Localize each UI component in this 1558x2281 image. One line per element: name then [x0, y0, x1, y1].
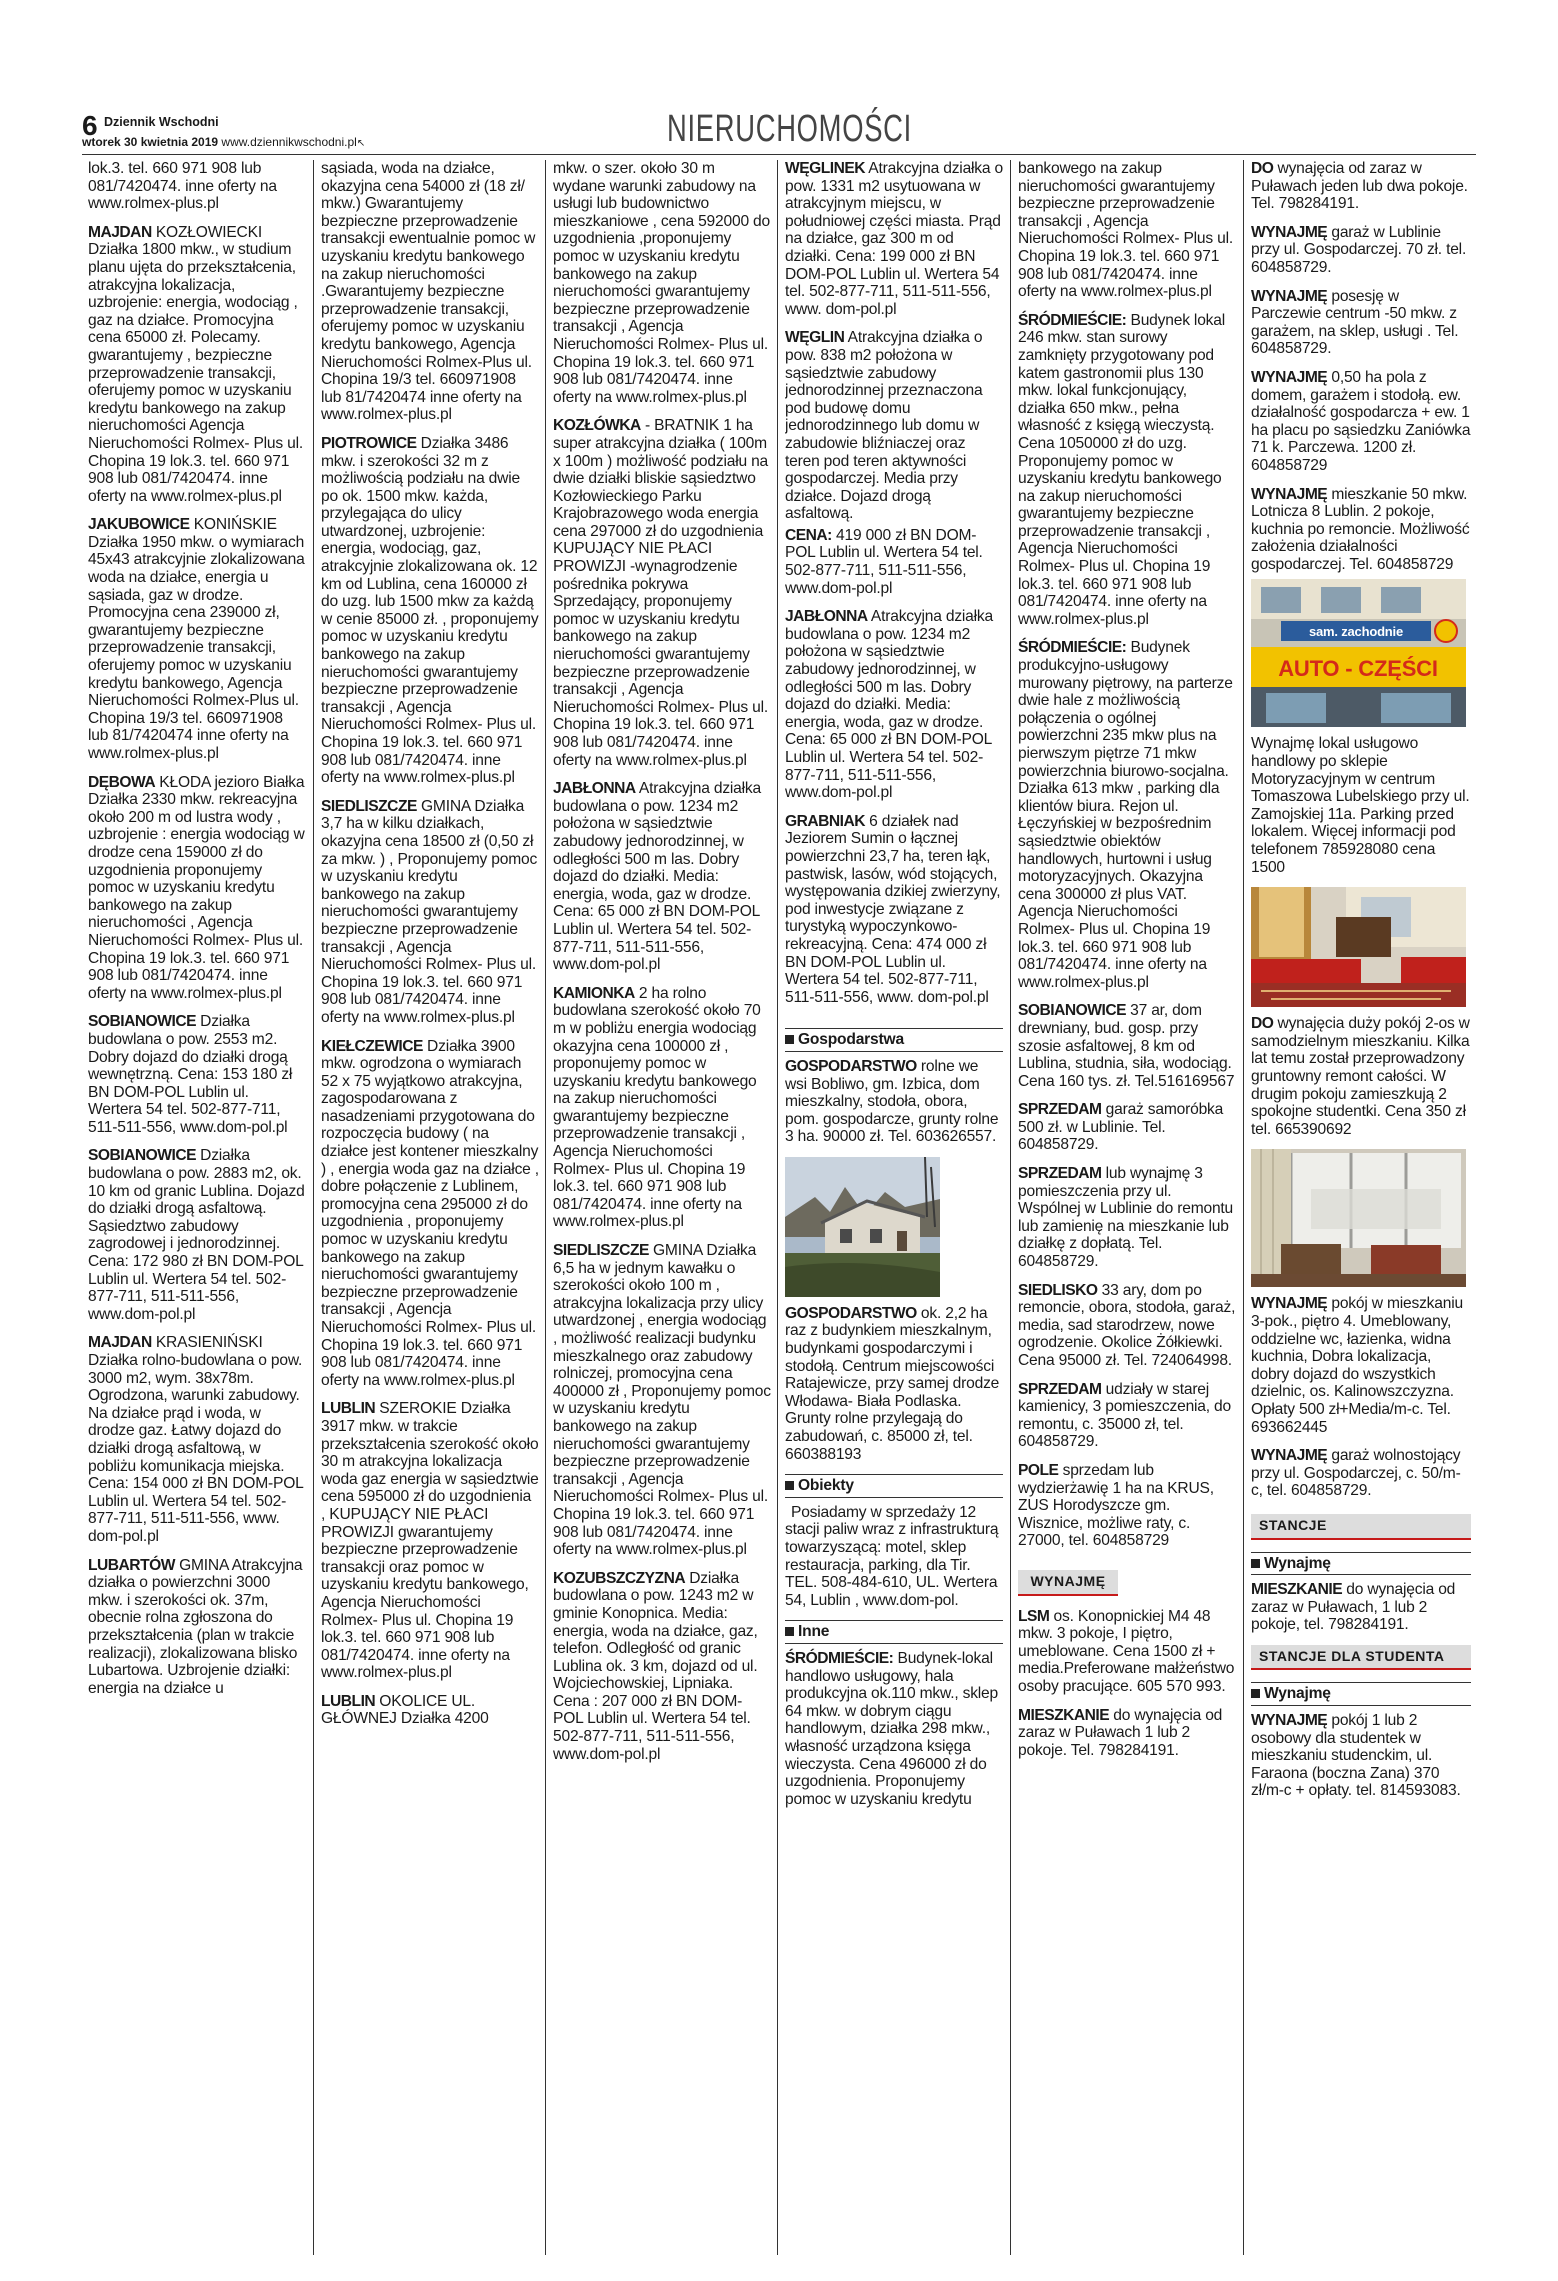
cursor-icon: ↖ [356, 138, 366, 149]
window-room-photo [1251, 1149, 1466, 1287]
ad-heading: WYNAJMĘ [1251, 1712, 1328, 1730]
ad-listing [785, 160, 1003, 318]
issue-date-text: wtorek 30 kwietnia 2019 [82, 135, 219, 149]
ad-listing [785, 1650, 1003, 1808]
ad-listing [88, 774, 306, 1003]
ad-text: Atrakcyjna działka budowlana o pow. 1234 m2 położona w sąsiedztwie zabudowy jednorodzinnej, w odległości 500 m las. Dobry dojazd do działki. Media: energia, woda, gaz w drodze. Cena: 65 000 zł BN DOM-POL Lublin ul. Wertera 54 tel. 502-877-711, 511-511-556, www.dom-pol.pl [553, 780, 761, 974]
ad-heading: PIOTROWICE [321, 434, 417, 452]
ad-text: Atrakcyjna działka budowlana o pow. 1234 m2 położona w sąsiedztwie zabudowy jednorodzinnej, w odległości 500 m las. Dobry dojazd do działki. Media: energia, woda, gaz w drodze. Cena: 65 000 zł BN DOM-POL Lublin ul. Wertera 54 tel. 502-877-711, 511-511-556, www.dom-pol.pl [785, 608, 993, 802]
ad-heading: SIEDLISZCZE [321, 797, 417, 815]
ad-listing [1018, 1282, 1236, 1370]
ad-text: Działka 3486 mkw. i szerokości 32 m z możliwością podziału na dwie po ok. 1500 mkw. każda, przylegająca do ulicy utwardzonej, uzbrojenie: energia, wodociąg, gaz, atrakcyjnie zlokalizowana ok. 12 km od Lublina, cena 160000 zł do uzg. lub 1500 mkw za każdą w cenie 85000 zł. , proponujemy pomoc w uzyskaniu kredytu bankowego na zakup nieruchomości gwarantujemy bezpieczne przeprowadzenie transakcji , Agencja Nieruchomości Rolmex- Plus ul. Chopina 19 lok.3. tel. 660 971 908 lub 081/7420474. inne oferty na www.rolmex-plus.pl [321, 434, 539, 787]
ad-text: Atrakcyjna działka o pow. 838 m2 położona w sąsiedztwie zabudowy jednorodzinnej przeznaczona pod budowę domu jednorodzinnego lub domu w zabudowie bliźniaczej oraz teren pod teren aktywności gospodarczej. Media przy działce. Dojazd drogą asfaltową. [785, 329, 983, 523]
ad-listing [553, 1242, 771, 1559]
paper-url[interactable]: www.dziennikwschodni.pl [221, 135, 357, 149]
ad-listing [1251, 1581, 1471, 1634]
ad-heading: LUBARTÓW [88, 1556, 175, 1574]
ad-listing [1251, 1447, 1471, 1500]
ad-text: udziały w starej kamienicy, 3 pomieszczenia, do remontu, c. 35000 zł, tel. 604858729. [1018, 1380, 1231, 1451]
ad-text: Budynek lokal 246 mkw. stan surowy zamknięty przygotowany pod katem gastronomii plus 130 mkw. lokal funkcjonujący, działka 650 mkw., pełna własność z księgą wieczystą. Cena 1050000 zł do uzg. Proponujemy pomoc w uzyskaniu kredytu bankowego na zakup nieruchomości gwarantujemy bezpieczne przeprowadzenie transakcji , Agencja Nieruchomości Rolmex- Plus ul. Chopina 19 lok.3. tel. 660 971 908 lub 081/7420474. inne oferty na www.rolmex-plus.pl [1018, 311, 1225, 628]
ad-text: Posiadamy w sprzedaży 12 stacji paliw wraz z infrastrukturą towarzyszącą: motel, sklep restauracja, parking, dla Tir. TEL. 508-484-610, UL. Wertera 54, Lublin , www.dom-pol. [785, 1503, 999, 1609]
shop-sign-main: AUTO - CZĘŚCI [1278, 656, 1438, 682]
ad-listing [88, 224, 306, 506]
column-2 [321, 160, 539, 2260]
ad-heading: WYNAJMĘ [1251, 1295, 1328, 1313]
category-header-wynajme [1251, 1552, 1471, 1576]
column-divider [545, 160, 546, 2255]
ad-heading: SIEDLISZCZE [553, 1242, 649, 1260]
ad-listing [1018, 1462, 1236, 1550]
ad-listing [1251, 160, 1471, 213]
ad-text: bankowego na zakup nieruchomości gwarantujemy bezpieczne przeprowadzenie transakcji , Agencja Nieruchomości Rolmex- Plus ul. Chopina 19 lok.3. tel. 660 971 908 lub 081/7420474. inne oferty na www.rolmex-plus.pl [1018, 160, 1233, 301]
ad-text: SZEROKIE Działka 3917 mkw. w trakcie przekształcenia szerokość około 30 m atrakcyjna lokalizacja woda gaz energia w sąsiedztwie cena 595000 zł do uzgodnienia , KUPUJĄCY NIE PŁACI PROWIZJI gwarantujemy bezpieczne przeprowadzenie transakcji oraz pomoc w uzyskaniu kredytu bankowego, Agencja Nieruchomości Rolmex- Plus ul. Chopina 19 lok.3. tel. 660 971 908 lub 081/7420474. inne oferty na www.rolmex-plus.pl [321, 1400, 539, 1682]
ad-text: rolne we wsi Bobliwo, gm. Izbica, dom mieszkalny, stodoła, obora, pom. gospodarcze, grunty rolne 3 ha. 90000 zł. Tel. 603626557. [785, 1057, 999, 1146]
ad-listing [88, 516, 306, 762]
ad-text: lok.3. tel. 660 971 908 lub 081/7420474. inne oferty na www.rolmex-plus.pl [88, 160, 277, 213]
ad-text: pokój w mieszkaniu 3-pok., piętro 4. Umeblowany, oddzielne wc, łazienka, widna kuchnia, Dobra lokalizacja, dobry dojazd do wszystkich dzielnic, os. Kalinowszczyzna. Opłaty 500 zł+Media/m-c. Tel. 693662445 [1251, 1295, 1463, 1436]
ad-text: ok. 2,2 ha raz z budynkiem mieszkalnym, budynkami gospodarczymi i stodołą. Centrum miejscowości Ratajewicze, przy samej drodze Włodawa- Biała Podlaska. Grunty rolne przylegają do zabudowań, c. 85000 zł, tel. 660388193 [785, 1304, 1000, 1463]
ad-text: KRASIENIŃSKI Działka rolno-budowlana o pow. 3000 m2, wym. 38x78m. Ogrodzona, warunki zabudowy. Na działce prąd i woda, w drodze gaz. Łatwy dojazd do działki drogą asfaltową, w pobliżu komunikacja miejska. Cena: 154 000 zł BN DOM-POL Lublin ul. Wertera 54 tel. 502-877-711, 511-511-556, www. dom-pol.pl [88, 1334, 304, 1545]
page-number: 6 [82, 110, 98, 141]
ad-listing [553, 1570, 771, 1764]
farmhouse-photo [785, 1157, 940, 1297]
ad-heading: DĘBOWA [88, 773, 156, 791]
category-header-gospodarstwa [785, 1028, 1003, 1052]
ad-heading: MAJDAN [88, 1334, 152, 1352]
section-band-wynajme: WYNAJMĘ [1018, 1570, 1118, 1596]
category-label: Inne [798, 1623, 830, 1641]
column-1 [88, 160, 306, 2260]
ad-heading: SOBIANOWICE [88, 1147, 196, 1165]
ad-text: mkw. o szer. około 30 m wydane warunki zabudowy na usługi lub budownictwo mieszkaniowe , cena 592000 do uzgodnienia ,proponujemy pomoc w uzyskaniu kredytu bankowego na zakup nieruchomości gwarantujemy bezpieczne przeprowadzenie transakcji , Agencja Nieruchomości Rolmex- Plus ul. Chopina 19 lok.3. tel. 660 971 908 lub 081/7420474. inne oferty na www.rolmex-plus.pl [553, 160, 770, 406]
ad-listing [785, 1058, 1003, 1146]
ad-heading: LSM [1018, 1607, 1050, 1625]
ad-heading: GOSPODARSTWO [785, 1057, 917, 1075]
square-bullet-icon [1251, 1559, 1260, 1568]
ad-text: 419 000 zł BN DOM-POL Lublin ul. Wertera 54 tel. 502-877-711, 511-511-556, www.dom-pol.pl [785, 526, 983, 597]
column-divider [313, 160, 314, 2255]
ad-heading: LUBLIN [321, 1692, 376, 1710]
ad-listing [88, 1147, 306, 1323]
column-divider [1010, 160, 1011, 2255]
shop-sign-top: sam. zachodnie [1308, 624, 1404, 640]
ad-heading: SPRZEDAM [1018, 1101, 1102, 1119]
ad-text: - BRATNIK 1 ha super atrakcyjna działka ( 100m x 100m ) możliwość podziału na dwie działki bliskie sąsiedztwo Kozłowieckiego Parku Krajobrazowego woda energia cena 297000 zł do uzgodnienia KUPUJĄCY NIE PŁACI PROWIZJI -wynagrodzenie pośrednika pokrywa Sprzedający, proponujemy pomoc w uzyskaniu kredytu bankowego na zakup nieruchomości gwarantujemy bezpieczne przeprowadzenie transakcji , Agencja Nieruchomości Rolmex- Plus ul. Chopina 19 lok.3. tel. 660 971 908 lub 081/7420474. inne oferty na www.rolmex-plus.pl [553, 417, 769, 769]
ad-text: lub wynajmę 3 pomieszczenia przy ul. Wspólnej w Lublinie do remontu lub zamienię na mieszkanie lub działkę z dopłatą. Tel. 604858729. [1018, 1165, 1234, 1271]
ad-listing [1018, 1381, 1236, 1451]
ad-listing [1251, 1015, 1471, 1138]
ad-heading: KIEŁCZEWICE [321, 1037, 423, 1055]
ad-heading: GOSPODARSTWO [785, 1304, 917, 1322]
ad-heading: KOZŁÓWKA [553, 417, 641, 435]
ad-heading: WYNAJMĘ [1251, 223, 1328, 241]
ad-listing [1018, 1165, 1236, 1271]
ad-heading: WYNAJMĘ [1251, 1447, 1328, 1465]
ad-listing [321, 798, 539, 1027]
square-bullet-icon [785, 1481, 794, 1490]
column-6 [1251, 160, 1471, 2260]
category-label: Gospodarstwa [798, 1031, 904, 1049]
ad-text: garaż w Lublinie przy ul. Gospodarczej. 70 zł. tel. 604858729. [1251, 223, 1467, 276]
ad-text: wynajęcia duży pokój 2-os w samodzielnym mieszkaniu. Kilka lat temu został przeprowadzony gruntowny remont całości. W drugim pokoju zamieszkują 2 spokojne studentki. Cena 350 zł tel. 665390692 [1251, 1015, 1470, 1138]
ad-listing [1018, 1101, 1236, 1154]
paper-name: Dziennik Wschodni [104, 115, 219, 129]
column-4 [785, 160, 1003, 2260]
square-bullet-icon [785, 1627, 794, 1636]
ad-heading: LUBLIN [321, 1400, 376, 1418]
ad-heading: MIESZKANIE [1251, 1581, 1343, 1599]
ad-text: OKOLICE UL. GŁÓWNEJ Działka 4200 [321, 1692, 489, 1728]
room-photo [1251, 887, 1466, 1007]
ad-text: pokój 1 lub 2 osobowy dla studentek w mieszkaniu studenckim, ul. Faraona (boczna Zana) 370 zł/m-c + opłaty. tel. 814593083. [1251, 1712, 1461, 1800]
ad-text: do wynajęcia od zaraz w Puławach 1 lub 2 pokoje. Tel. 798284191. [1018, 1706, 1223, 1759]
ad-listing [785, 813, 1003, 1007]
ad-text: GMINA Atrakcyjna działka o powierzchni 3000 mkw. i szerokości ok. 37m, obecnie rolna zgłoszona do przekształcenia (plan w trakcie realizacji), zlokalizowana blisko Lubartowa. Uzbrojenie działki: energia na działce u [88, 1556, 303, 1697]
section-band-stancje: STANCJE [1251, 1514, 1471, 1540]
ad-heading: SPRZEDAM [1018, 1380, 1102, 1398]
ad-text: mieszkanie 50 mkw. Lotnicza 8 Lublin. 2 pokoje, kuchnia po remoncie. Możliwość założenia działalności gospodarczej. Tel. 604858729 [1251, 485, 1470, 573]
column-5 [1018, 160, 1236, 2260]
ad-listing [1251, 486, 1471, 574]
column-divider [777, 160, 778, 2255]
ad-text: 0,50 ha pola z domem, garażem i stodołą. ew. działalność gospodarcza + ew. 1 ha placu po sąsiedzku Zaniówka 71 k. Parczewa. 1200 zł. 604858729 [1251, 368, 1471, 474]
ad-heading: MIESZKANIE [1018, 1706, 1110, 1724]
ad-listing [785, 527, 1003, 597]
ad-heading: POLE [1018, 1461, 1059, 1479]
ad-listing [1251, 1712, 1471, 1800]
ad-heading: SIEDLISKO [1018, 1281, 1098, 1299]
ad-text: do wynajęcia od zaraz w Puławach, 1 lub 2 pokoje, tel. 798284191. [1251, 1581, 1456, 1634]
ad-listing [1251, 224, 1471, 277]
ad-listing [1018, 639, 1236, 991]
ad-heading: WYNAJMĘ [1251, 485, 1328, 503]
category-label: Wynajmę [1264, 1554, 1331, 1572]
category-label: Obiekty [798, 1477, 854, 1495]
ad-text: garaż samoróbka 500 zł. w Lublinie. Tel. 604858729. [1018, 1101, 1224, 1154]
ad-listing [1018, 1608, 1236, 1696]
ad-heading: WYNAJMĘ [1251, 287, 1328, 305]
ad-text: 37 ar, dom drewniany, bud. gosp. przy szosie asfaltowej, 8 km od Lublina, studnia, siła, wodociąg. Cena 160 tys. zł. Tel.516169567 [1018, 1002, 1235, 1090]
ad-listing [321, 1038, 539, 1390]
ad-text: Budynek-lokal handlowo usługowy, hala produkcyjna ok.110 mkw., sklep 64 mkw. w dobrym ciągu handlowym, działka 298 mkw., własność urządzona księga wieczysta. Cena 496000 zł do uzgodnienia. Proponujemy pomoc w uzyskaniu kredytu [785, 1649, 998, 1808]
ad-heading: WYNAJMĘ [1251, 368, 1328, 386]
ad-listing [1018, 1707, 1236, 1760]
ad-listing [1018, 1002, 1236, 1090]
ad-text: posesję w Parczewie centrum -50 mkw. z garażem, na sklep, usługi . Tel. 604858729. [1251, 287, 1459, 358]
ad-listing [1018, 312, 1236, 629]
ad-text: Działka 3900 mkw. ogrodzona o wymiarach 52 x 75 wyjątkowo atrakcyjna, zagospodarowana z nasadzeniami przygotowana do rozpoczęcia budowy ( na działce jest kontener mieszkalny ) , energia woda gaz na działce , dobre połączenie z Lublinem, promocyjna cena 295000 zł do uzgodnienia , proponujemy pomoc w uzyskaniu kredytu bankowego na zakup nieruchomości gwarantujemy bezpieczne przeprowadzenie transakcji , Agencja Nieruchomości Rolmex- Plus ul. Chopina 19 lok.3. tel. 660 971 908 lub 081/7420474. inne oferty na www.rolmex-plus.pl [321, 1037, 539, 1389]
ad-heading: KOZUBSZCZYZNA [553, 1569, 686, 1587]
ad-listing [785, 1305, 1003, 1463]
ad-listing [88, 1013, 306, 1136]
ad-listing [321, 1693, 539, 1728]
ad-text: GMINA Działka 3,7 ha w kilku działkach, okazyjna cena 18500 zł (0,50 zł za mkw. ) , Proponujemy pomoc w uzyskaniu kredytu bankowego na zakup nieruchomości gwarantujemy bezpieczne przeprowadzenie transakcji , Agencja Nieruchomości Rolmex- Plus ul. Chopina 19 lok.3. tel. 660 971 908 lub 081/7420474. inne oferty na www.rolmex-plus.pl [321, 797, 538, 1026]
ad-text: KONIŃSKIE Działka 1950 mkw. o wymiarach 45x43 atrakcyjnie zlokalizowana woda na działce, energia u sąsiada, gaz w drodze. Promocyjna cena 239000 zł, gwarantujemy bezpieczne przeprowadzenie transakcji, oferujemy pomoc w uzyskaniu kredytu bankowego, Agencja Nieruchomości Rolmex-Plus ul. Chopina 19/3 tel. 660971908 lub 81/7420474 inne oferty na www.rolmex-plus.pl [88, 516, 305, 762]
square-bullet-icon [785, 1035, 794, 1044]
ad-text: KŁODA jezioro Białka Działka 2330 mkw. rekreacyjna około 200 m od lustra wody , uzbrojenie : energia wodociąg w drodze cena 159000 zł do uzgodnienia proponujemy pomoc w uzyskaniu kredytu bankowego na zakup nieruchomości , Agencja Nieruchomości Rolmex- Plus ul. Chopina 19 lok.3. tel. 660 971 908 lub 081/7420474. inne oferty na www.rolmex-plus.pl [88, 773, 305, 1002]
ad-heading: ŚRÓDMIEŚCIE: [1018, 639, 1127, 657]
ad-listing [88, 1557, 306, 1698]
ad-text: Działka budowlana o pow. 2553 m2. Dobry dojazd do działki drogą wewnętrzną. Cena: 153 180 zł BN DOM-POL Lublin ul. Wertera 54 tel. 502-877-711, 511-511-556, www.dom-pol.pl [88, 1013, 293, 1136]
ad-heading: JAKUBOWICE [88, 516, 190, 534]
ad-text: Działka budowlana o pow. 1243 m2 w gminie Konopnica. Media: energia, woda na działce, gaz, telefon. Odległość od granic Lublina ok. 3 km, dojazd od ul. Wojciechowskiej, Lipniaka. Cena : 207 000 zł BN DOM-POL Lublin ul. Wertera 54 tel. 502-877-711, 511-511-556, www.dom-pol.pl [553, 1569, 758, 1763]
ad-heading: SOBIANOWICE [1018, 1002, 1126, 1020]
ad-listing [785, 608, 1003, 802]
ad-text: sąsiada, woda na działce, okazyjna cena 54000 zł (18 zł/ mkw.) Gwarantujemy bezpieczne przeprowadzenie transakcji ewentualnie pomoc w uzyskaniu kredytu bankowego na zakup nieruchomości .Gwarantujemy bezpieczne przeprowadzenie transakcji, oferujemy pomoc w uzyskaniu kredytu bankowego, Agencja Nieruchomości Rolmex-Plus ul. Chopina 19/3 tel. 660971908 lub 81/7420474 inne oferty na www.rolmex-plus.pl [321, 160, 536, 424]
ad-heading: JABŁONNA [785, 608, 868, 626]
ad-text: GMINA Działka 6,5 ha w jednym kawałku o szerokości około 100 m , atrakcyjna lokalizacja przy ulicy utwardzonej , energia wodociąg , możliwość realizacji budynku mieszkalnego oraz zabudowy rolniczej, promocyjna cena 400000 zł , Proponujemy pomoc w uzyskaniu kredytu bankowego na zakup nieruchomości gwarantujemy bezpieczne przeprowadzenie transakcji , Agencja Nieruchomości Rolmex- Plus ul. Chopina 19 lok.3. tel. 660 971 908 lub 081/7420474. inne oferty na www.rolmex-plus.pl [553, 1242, 771, 1559]
ad-heading: WĘGLIN [785, 329, 845, 347]
header-rule [82, 154, 1476, 155]
ad-heading: ŚRÓDMIEŚCIE: [785, 1649, 894, 1667]
ad-heading: ŚRÓDMIEŚCIE: [1018, 311, 1127, 329]
ad-text: 2 ha rolno budowlana szerokość około 70 m w pobliżu energia wodociąg okazyjna cena 100000 zł , proponujemy pomoc w uzyskaniu kredytu bankowego na zakup nieruchomości gwarantujemy bezpieczne przeprowadzenie transakcji , Agencja Nieruchomości Rolmex- Plus ul. Chopina 19 lok.3. tel. 660 971 908 lub 081/7420474. inne oferty na www.rolmex-plus.pl [553, 984, 761, 1231]
category-header-obiekty [785, 1474, 1003, 1498]
ad-text: 6 działek nad Jeziorem Sumin o łącznej powierzchni 23,7 ha, teren łąk, pastwisk, lasów, wód stojących, występowania dzikiej zwierzyny, pod inwestycje związane z turystyką wypoczynkowo-rekreacyjną. Cena: 474 000 zł BN DOM-POL Lublin ul. Wertera 54 tel. 502-877-711, 511-511-556, www. dom-pol.pl [785, 812, 1001, 1006]
ad-listing [88, 1334, 306, 1545]
ad-text: KOZŁOWIECKI Działka 1800 mkw., w studium planu ujęta do przekształcenia, atrakcyjna lokalizacja, uzbrojenie: energia, wodociąg , gaz na działce. Promocyjna cena 65000 zł. Polecamy. gwarantujemy , bezpieczne przeprowadzenie transakcji, oferujemy pomoc w uzyskaniu kredytu bankowego na zakup nieruchomości Agencja Nieruchomości Rolmex- Plus ul. Chopina 19 lok.3. tel. 660 971 908 lub 081/7420474. inne oferty na www.rolmex-plus.pl [88, 223, 303, 505]
ad-heading: SPRZEDAM [1018, 1165, 1102, 1183]
ad-text: wynajęcia od zaraz w Puławach jeden lub dwa pokoje. Tel. 798284191. [1251, 160, 1468, 213]
ad-listing [321, 1400, 539, 1682]
issue-date [82, 136, 365, 150]
ad-heading: CENA: [785, 526, 832, 544]
ad-text: 33 ary, dom po remoncie, obora, stodoła, garaż, media, sad starodrzew, nowe ogrodzenie. Okolice Żółkiewki. Cena 95000 zł. Tel. 724064998. [1018, 1281, 1236, 1369]
category-label: Wynajmę [1264, 1685, 1331, 1703]
section-title: NIERUCHOMOŚCI [667, 108, 912, 150]
ad-text: Działka budowlana o pow. 2883 m2, ok. 10 km od granic Lublina. Dojazd do działki drogą asfaltową. Sąsiedztwo zabudowy zagrodowej i jednorodzinnej. Cena: 172 980 zł BN DOM-POL Lublin ul. Wertera 54 tel. 502-877-711, 511-511-556, www.dom-pol.pl [88, 1147, 305, 1323]
ad-text: garaż wolnostojący przy ul. Gospodarczej, c. 50/m-c, tel. 604858729. [1251, 1447, 1461, 1500]
page-header [82, 108, 1476, 152]
ad-text: Budynek produkcyjno-usługowy murowany piętrowy, na parterze dwie hale z możliwością połączenia o ogólnej powierzchni 235 mkw plus na pierwszym piętrze 71 mkw powierzchnia biurowo-socjalna. Działka 613 mkw , parking dla klientów biura. Rejon ul. Łęczyńskiej w bezpośrednim sąsiedztwie obiektów handlowych, hurtowni i usług motoryzacyjnych. Okazyjna cena 300000 zł plus VAT. Agencja Nieruchomości Rolmex- Plus ul. Chopina 19 lok.3. tel. 660 971 908 lub 081/7420474. inne oferty na www.rolmex-plus.pl [1018, 639, 1233, 991]
ad-heading: DO [1251, 160, 1274, 177]
column-3 [553, 160, 771, 2260]
ad-listing [321, 435, 539, 787]
ad-heading: DO [1251, 1015, 1274, 1033]
ad-text: Wynajmę lokal usługowo handlowy po sklepie Motoryzacyjnym w centrum Tomaszowa Lubelskiego przy ul. Zamojskiej 11a. Parking przed lokalem. Więcej informacji pod telefonem 785928080 cena 1500 [1251, 735, 1470, 876]
ad-listing [1251, 288, 1471, 358]
ad-heading: KAMIONKA [553, 984, 635, 1002]
ad-heading: MAJDAN [88, 223, 152, 241]
ad-listing [553, 780, 771, 974]
category-header-inne [785, 1620, 1003, 1644]
ad-listing [553, 417, 771, 769]
ad-listing [1251, 1295, 1471, 1436]
section-band-stancje-dla-studenta: STANCJE DLA STUDENTA [1251, 1645, 1471, 1671]
ad-heading: JABŁONNA [553, 780, 636, 798]
ad-text: sprzedam lub wydzierżawię 1 ha na KRUS, ZUS Horodyszcze gm. Wisznice, możliwe raty, c. 27000, tel. 604858729 [1018, 1461, 1214, 1550]
ad-text: Atrakcyjna działka o pow. 1331 m2 usytuowana w atrakcyjnym miejscu, w południowej części miasta. Prąd na działce, gaz 300 m od działki. Cena: 199 000 zł BN DOM-POL Lublin ul. Wertera 54 tel. 502-877-711, 511-511-556, www. dom-pol.pl [785, 160, 1003, 318]
ad-text: os. Konopnickiej M4 48 mkw. 3 pokoje, I piętro, umeblowane. Cena 1500 zł + media.Preferowane małżeństwo osoby pracujące. 605 570 993. [1018, 1607, 1235, 1695]
square-bullet-icon [1251, 1689, 1260, 1698]
ad-listing [553, 985, 771, 1231]
ad-heading: WĘGLINEK [785, 160, 866, 177]
ad-listing [785, 329, 1003, 523]
ad-heading: GRABNIAK [785, 812, 866, 830]
ad-heading: SOBIANOWICE [88, 1013, 196, 1031]
shop-front-photo [1251, 579, 1466, 727]
category-header-wynajme [1251, 1682, 1471, 1706]
column-divider [1243, 160, 1244, 2255]
ad-listing [1251, 369, 1471, 475]
